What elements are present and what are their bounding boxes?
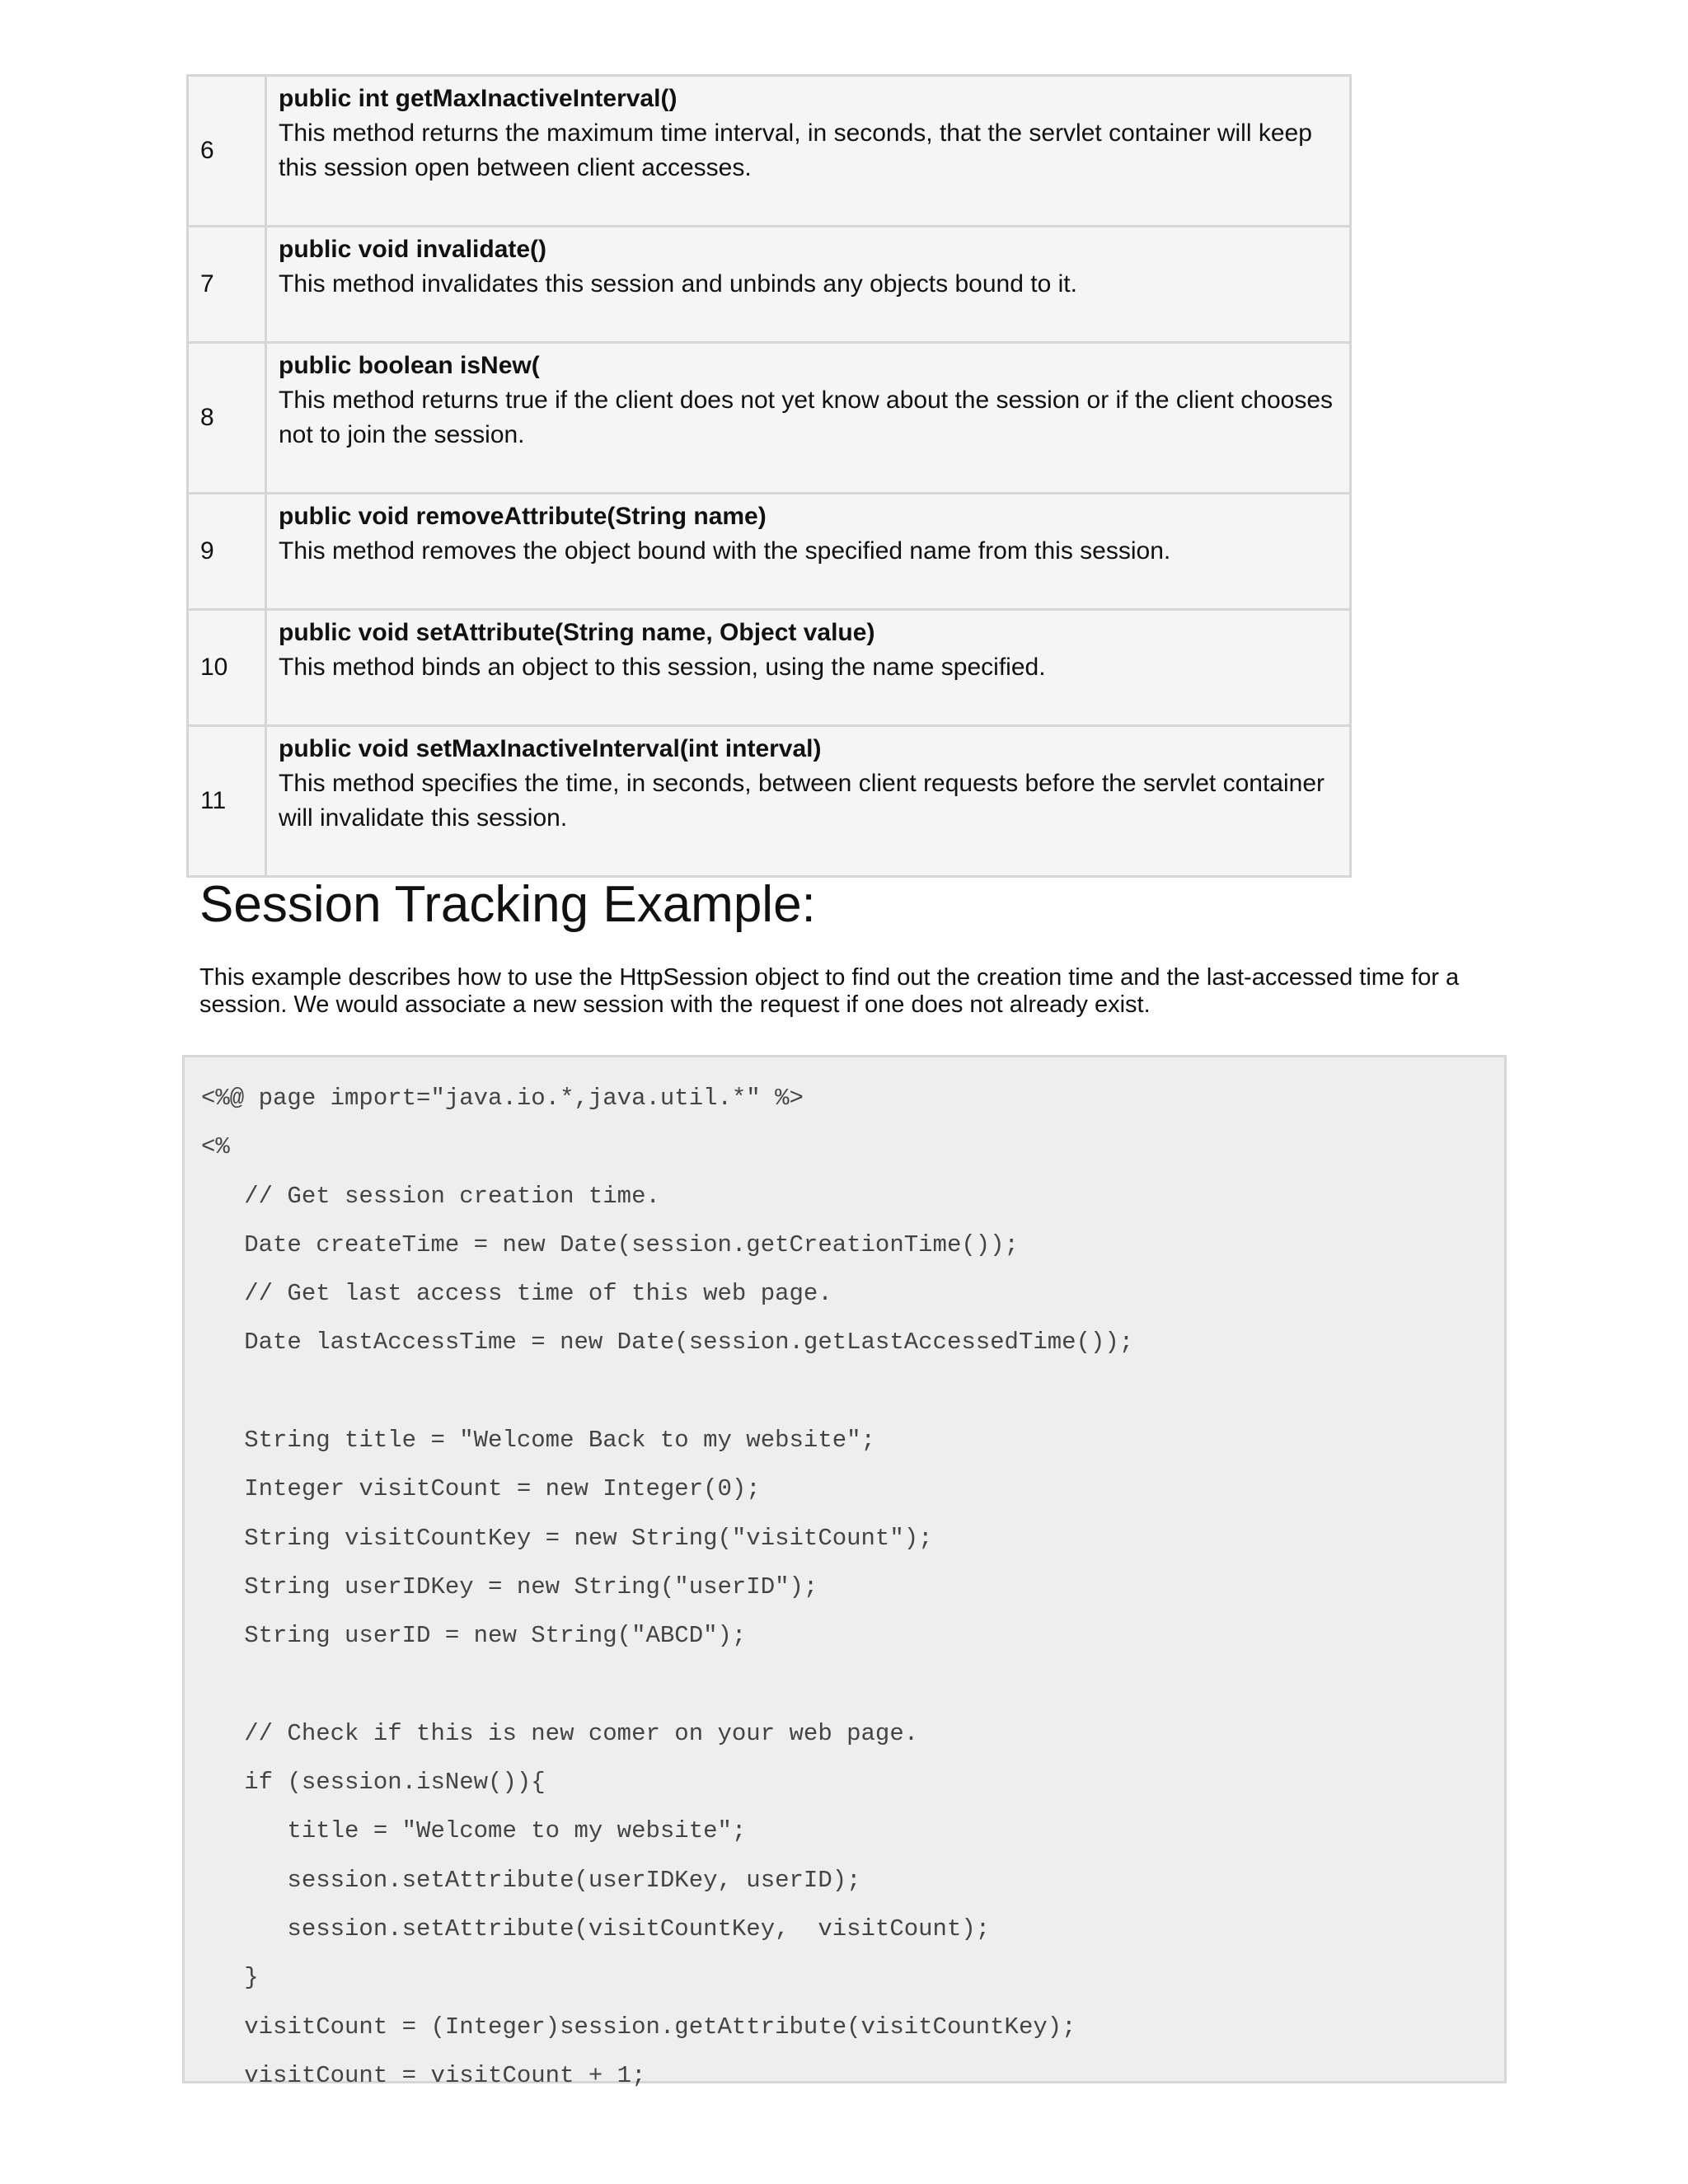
code-line: // Get session creation time. <box>201 1182 660 1210</box>
row-number: 9 <box>200 537 214 565</box>
method-description: This method invalidates this session and unbinds any objects bound to it. <box>279 270 1077 298</box>
code-line <box>201 1661 1504 1709</box>
methods-table <box>186 74 1352 878</box>
row-number-cell <box>188 494 266 610</box>
code-line: String userIDKey = new String("userID"); <box>201 1572 818 1601</box>
code-line: String visitCountKey = new String("visitCount"); <box>201 1524 933 1552</box>
row-number-cell <box>188 227 266 343</box>
code-line: session.setAttribute(userIDKey, userID); <box>201 1866 861 1894</box>
row-number: 7 <box>200 270 214 298</box>
method-signature: public int getMaxInactiveInterval() <box>279 85 678 112</box>
method-cell <box>266 343 1351 494</box>
method-description: This method specifies the time, in seconds, between client requests before the servlet container will invalidate this session. <box>279 770 1325 832</box>
row-number: 11 <box>200 787 227 814</box>
section-title: Session Tracking Example: <box>199 876 816 933</box>
table-row <box>188 227 1351 343</box>
method-cell <box>266 227 1351 343</box>
method-description: This method binds an object to this session, using the name specified. <box>279 654 1046 681</box>
table-row <box>188 610 1351 726</box>
row-number-cell <box>188 610 266 726</box>
method-description: This method removes the object bound with the specified name from this session. <box>279 537 1171 565</box>
row-number: 10 <box>200 654 228 681</box>
table-row <box>188 726 1351 877</box>
method-cell <box>266 726 1351 877</box>
code-line: if (session.isNew()){ <box>201 1769 546 1797</box>
method-cell <box>266 76 1351 227</box>
code-line: Integer visitCount = new Integer(0); <box>201 1475 761 1503</box>
code-line: } <box>201 1964 259 1992</box>
code-block <box>182 1055 1507 2089</box>
method-signature: public boolean isNew( <box>279 352 540 379</box>
method-description: This method returns true if the client does not yet know about the session or if the client chooses not to join the session. <box>279 387 1334 448</box>
code-line: String userID = new String("ABCD"); <box>201 1622 747 1650</box>
code-line: visitCount = visitCount + 1; <box>201 2061 646 2089</box>
method-cell <box>266 610 1351 726</box>
code-line: visitCount = (Integer)session.getAttribute(visitCountKey); <box>201 2013 1076 2041</box>
row-number-cell <box>188 726 266 877</box>
method-signature: public void setAttribute(String name, Object value) <box>279 619 875 646</box>
row-number: 8 <box>200 404 214 431</box>
code-line: // Get last access time of this web page. <box>201 1280 832 1308</box>
table-row <box>188 343 1351 494</box>
code-line: title = "Welcome to my website"; <box>201 1817 747 1845</box>
row-number-cell <box>188 76 266 227</box>
method-cell <box>266 494 1351 610</box>
code-line: String title = "Welcome Back to my website"; <box>201 1427 875 1455</box>
row-number: 6 <box>200 137 214 164</box>
code-line: Date createTime = new Date(session.getCreationTime()); <box>201 1230 1019 1258</box>
code-line: Date lastAccessTime = new Date(session.getLastAccessedTime()); <box>201 1329 1134 1357</box>
code-line: <% <box>201 1133 230 1161</box>
table-row <box>188 76 1351 227</box>
method-signature: public void removeAttribute(String name) <box>279 503 767 530</box>
code-line: <%@ page import="java.io.*,java.util.*" %> <box>201 1085 804 1112</box>
code-line <box>201 1367 1504 1416</box>
code-line: session.setAttribute(visitCountKey, visitCount); <box>201 1915 991 1943</box>
method-signature: public void setMaxInactiveInterval(int interval) <box>279 735 822 762</box>
code-line: // Check if this is new comer on your web page. <box>201 1719 919 1747</box>
intro-paragraph: This example describes how to use the HttpSession object to find out the creation time and the last-accessed time for a session. We would associate a new session with the request if one does not already exist. <box>199 964 1460 1018</box>
method-signature: public void invalidate() <box>279 236 547 263</box>
row-number-cell <box>188 343 266 494</box>
method-description: This method returns the maximum time interval, in seconds, that the servlet container will keep this session open between client accesses. <box>279 120 1312 181</box>
table-row <box>188 494 1351 610</box>
